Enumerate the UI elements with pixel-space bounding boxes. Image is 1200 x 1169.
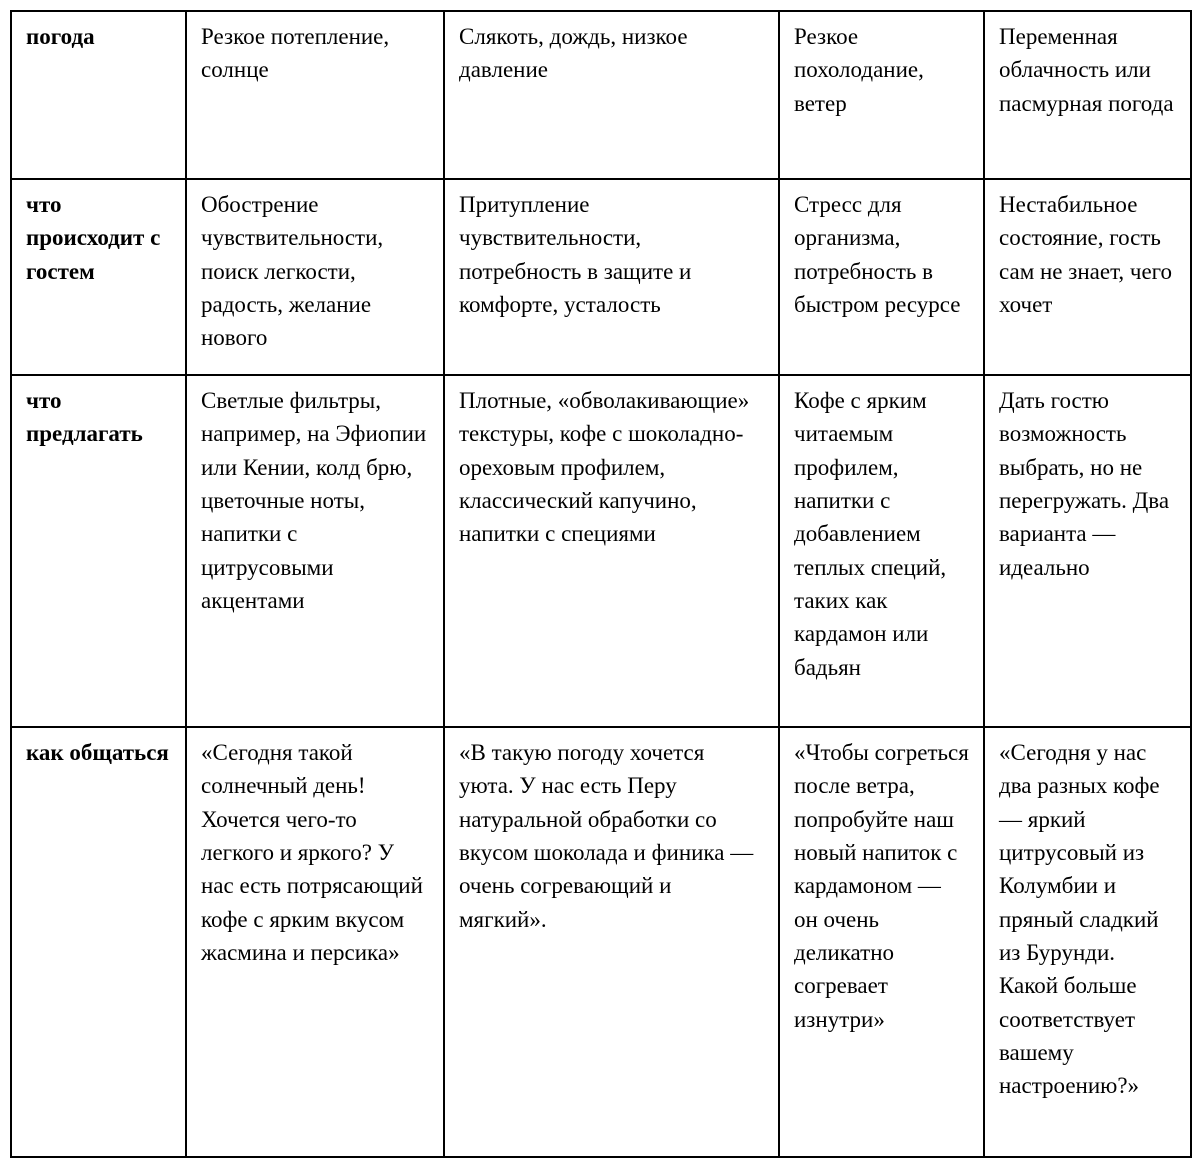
- cell-guest-state-warming: Обострение чувствительности, поиск легкости, радость, желание нового: [186, 179, 444, 375]
- cell-communicate-rain: «В такую погоду хочется уюта. У нас есть Перу натуральной обработки со вкусом шоколада и финика — очень согревающий и мягкий».: [444, 727, 779, 1157]
- table-row-weather: [11, 11, 1191, 179]
- cell-offer-warming: Светлые фильтры, например, на Эфиопии или Кении, колд брю, цветочные ноты, напитки с цитрусовыми акцентами: [186, 375, 444, 727]
- row-label-guest-state: что происходит с гостем: [11, 179, 186, 375]
- cell-offer-cloudy: Дать гостю возможность выбрать, но не перегружать. Два варианта — идеально: [984, 375, 1191, 727]
- table-row-what-to-offer: [11, 375, 1191, 727]
- cell-communicate-cloudy: «Сегодня у нас два разных кофе — яркий цитрусовый из Колумбии и пряный сладкий из Бурунди. Какой больше соответствует вашему настроению?»: [984, 727, 1191, 1157]
- cell-guest-state-cloudy: Нестабильное состояние, гость сам не знает, чего хочет: [984, 179, 1191, 375]
- cell-weather-cloudy: Переменная облачность или пасмурная погода: [984, 11, 1191, 179]
- cell-offer-cooling: Кофе с ярким читаемым профилем, напитки с добавлением теплых специй, таких как кардамон или бадьян: [779, 375, 984, 727]
- cell-weather-cooling: Резкое похолодание, ветер: [779, 11, 984, 179]
- cell-weather-warming: Резкое потепление, солнце: [186, 11, 444, 179]
- cell-communicate-cooling: «Чтобы согреться после ветра, попробуйте наш новый напиток с кардамоном — он очень деликатно согревает изнутри»: [779, 727, 984, 1157]
- row-label-weather: погода: [11, 11, 186, 179]
- table-row-guest-state: [11, 179, 1191, 375]
- row-label-how-to-communicate: как общаться: [11, 727, 186, 1157]
- table-row-how-to-communicate: [11, 727, 1191, 1157]
- cell-offer-rain: Плотные, «обволакивающие» текстуры, кофе с шоколадно-ореховым профилем, классический капучино, напитки с специями: [444, 375, 779, 727]
- cell-guest-state-rain: Притупление чувствительности, потребность в защите и комфорте, усталость: [444, 179, 779, 375]
- row-label-what-to-offer: что предлагать: [11, 375, 186, 727]
- cell-guest-state-cooling: Стресс для организма, потребность в быстром ресурсе: [779, 179, 984, 375]
- cell-weather-rain: Слякоть, дождь, низкое давление: [444, 11, 779, 179]
- weather-guest-table: [10, 10, 1192, 1158]
- cell-communicate-warming: «Сегодня такой солнечный день! Хочется чего-то легкого и яркого? У нас есть потрясающий кофе с ярким вкусом жасмина и персика»: [186, 727, 444, 1157]
